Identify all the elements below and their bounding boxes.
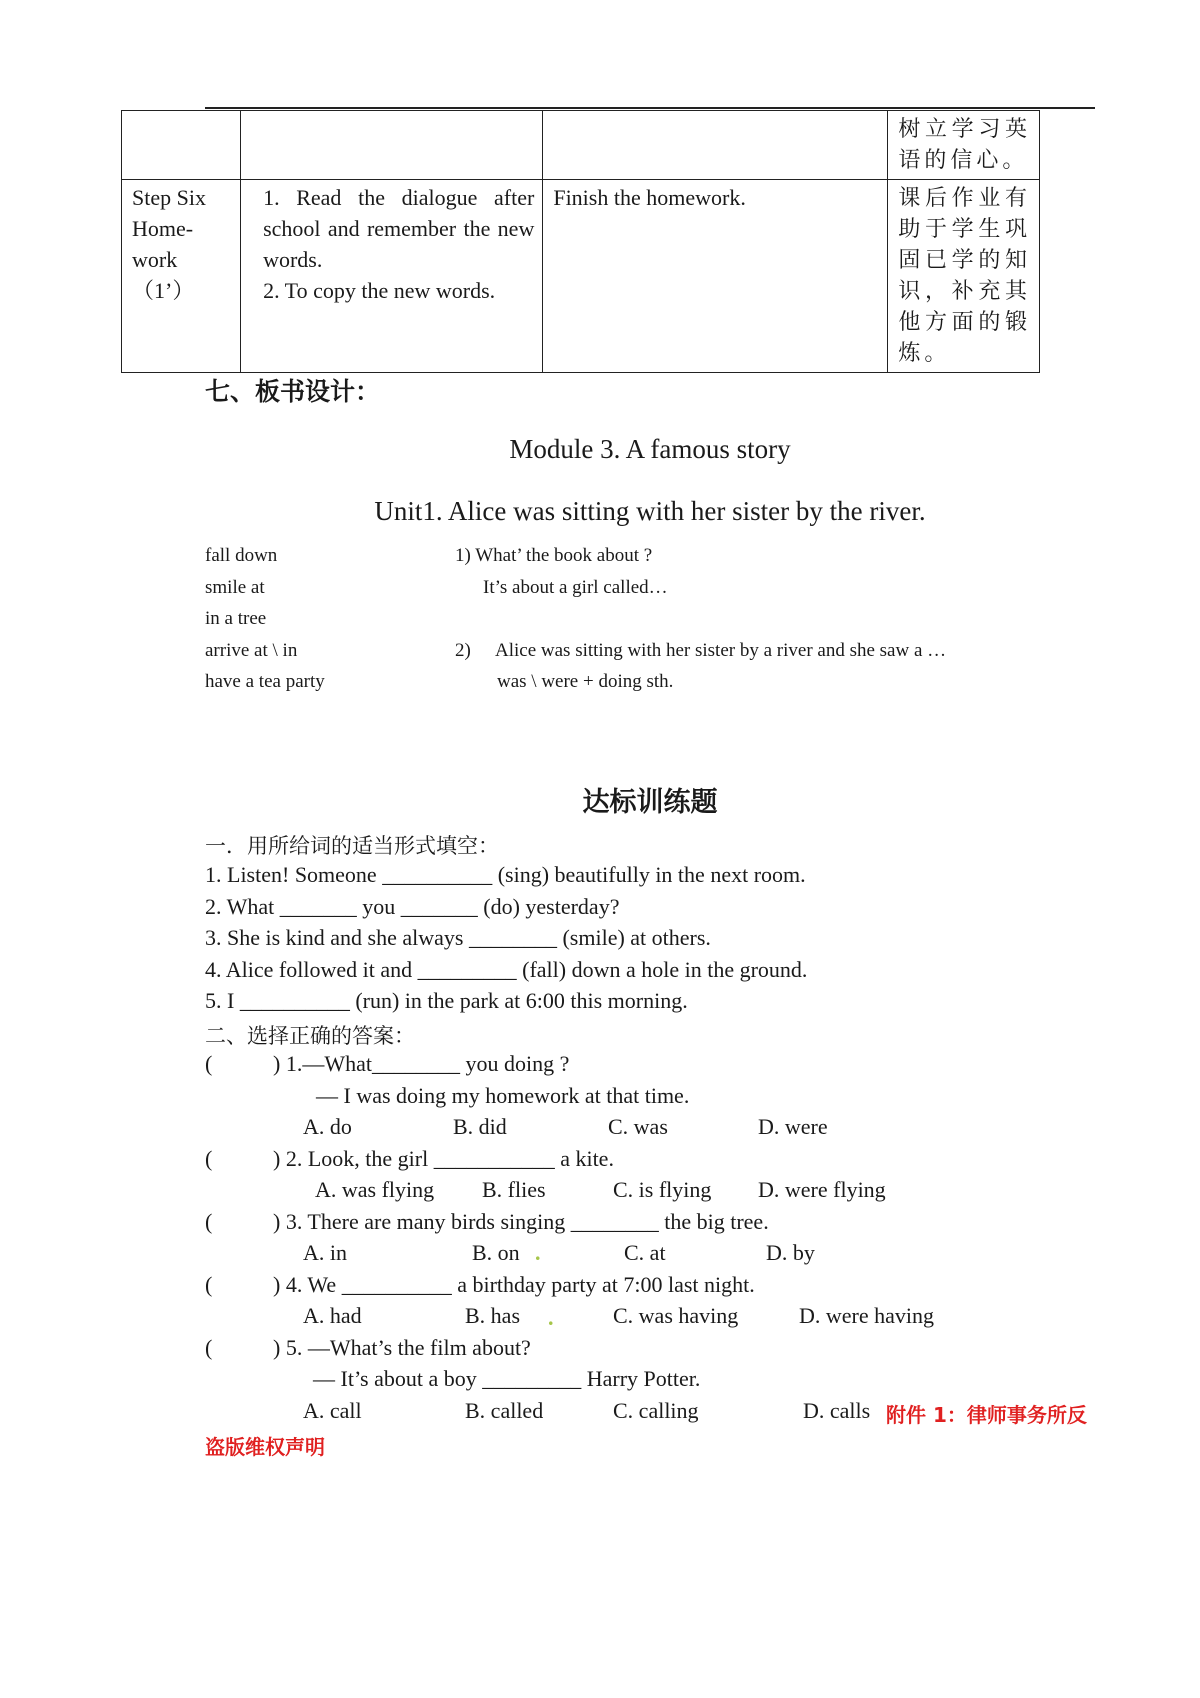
board-heading: 七、板书设计： [205, 377, 381, 406]
purpose-cell: 课后作业有助于学生巩固已学的知识，补充其他方面的锻炼。 [888, 180, 1040, 373]
fill-item: 1. Listen! Someone __________ (sing) beautifully in the next room. [205, 862, 806, 887]
green-dot: . [548, 1305, 554, 1330]
sentence-1-answer: It’s about a girl called… [483, 577, 668, 598]
fill-item: 4. Alice followed it and _________ (fall) down a hole in the ground. [205, 957, 808, 982]
answer-paren: ( [205, 1146, 213, 1171]
phrase: fall down [205, 545, 278, 566]
lesson-table [121, 110, 1040, 373]
answer-paren: ( [205, 1272, 213, 1297]
green-dot: . [535, 1240, 541, 1265]
mc-option: D. were [758, 1114, 828, 1139]
copyright-link[interactable]: 附件 1：律师事务所反 [886, 1403, 1087, 1427]
sentence-2-pattern: was \ were + doing sth. [497, 671, 674, 692]
mc-option: A. do [303, 1114, 352, 1139]
mc-option: A. in [303, 1240, 347, 1265]
student-cell: Finish the homework. [543, 180, 888, 373]
module-title: Module 3. A famous story [509, 434, 791, 464]
mc-question: ) 3. There are many birds singing ________ the big tree. [273, 1209, 769, 1234]
mc-option: C. at [624, 1240, 666, 1265]
mc-question: ) 1.—What________ you doing ? [273, 1051, 570, 1076]
mc-question: ) 5. —What’s the film about? [273, 1335, 531, 1360]
table-row [122, 180, 1040, 373]
activity-2: 2. To copy the new words. [263, 278, 496, 303]
purpose-cell: 树立学习英语的信心。 [888, 111, 1040, 180]
mc-option: D. calls [803, 1398, 871, 1423]
activity-1: 1. Read the dialogue after school and remember the new words. [263, 185, 535, 272]
mc-option: C. is flying [613, 1177, 712, 1202]
top-rule [205, 107, 1095, 109]
answer-paren: ( [205, 1209, 213, 1234]
mc-option: A. was flying [315, 1177, 435, 1202]
part1-heading: 一．用所给词的适当形式填空： [205, 834, 499, 858]
mc-question-answer: — It’s about a boy _________ Harry Potter. [313, 1366, 701, 1391]
unit-title: Unit1. Alice was sitting with her sister by the river. [374, 496, 926, 526]
phrase: smile at [205, 577, 265, 598]
mc-option: C. calling [613, 1398, 699, 1423]
mc-option: D. by [766, 1240, 815, 1265]
phrase: arrive at \ in [205, 640, 298, 661]
table-row [122, 111, 1040, 180]
part2-heading: 二、选择正确的答案： [205, 1024, 415, 1048]
mc-option: A. had [303, 1303, 362, 1328]
fill-item: 5. I __________ (run) in the park at 6:00 this morning. [205, 988, 688, 1013]
mc-option: D. were having [799, 1303, 935, 1328]
activity-cell [241, 180, 543, 373]
answer-paren: ( [205, 1335, 213, 1360]
mc-question: ) 4. We __________ a birthday party at 7:00 last night. [273, 1272, 755, 1297]
phrase: have a tea party [205, 671, 325, 692]
mc-option: B. did [453, 1114, 507, 1139]
sentence-2-number: 2) [455, 640, 471, 661]
exercise-title: 达标训练题 [582, 787, 718, 818]
fill-item: 2. What _______ you _______ (do) yesterday? [205, 894, 620, 919]
mc-option: C. was having [613, 1303, 739, 1328]
mc-question: ) 2. Look, the girl ___________ a kite. [273, 1146, 614, 1171]
mc-option: B. flies [482, 1177, 546, 1202]
fill-item: 3. She is kind and she always ________ (smile) at others. [205, 925, 711, 950]
mc-question-answer: — I was doing my homework at that time. [316, 1083, 690, 1108]
mc-option: A. call [303, 1398, 362, 1423]
mc-option: D. were flying [758, 1177, 886, 1202]
mc-option: B. has [465, 1303, 520, 1328]
answer-paren: ( [205, 1051, 213, 1076]
step-cell: Step Six Home- work （1’） [122, 180, 241, 373]
mc-option: C. was [608, 1114, 668, 1139]
sentence-2-text: Alice was sitting with her sister by a river and she saw a … [495, 640, 947, 661]
copyright-link-continued[interactable]: 盗版维权声明 [205, 1435, 325, 1459]
mc-option: B. called [465, 1398, 544, 1423]
mc-option: B. on [472, 1240, 520, 1265]
sentence-1-question: 1) What’ the book about ? [455, 545, 653, 566]
phrase: in a tree [205, 608, 267, 629]
